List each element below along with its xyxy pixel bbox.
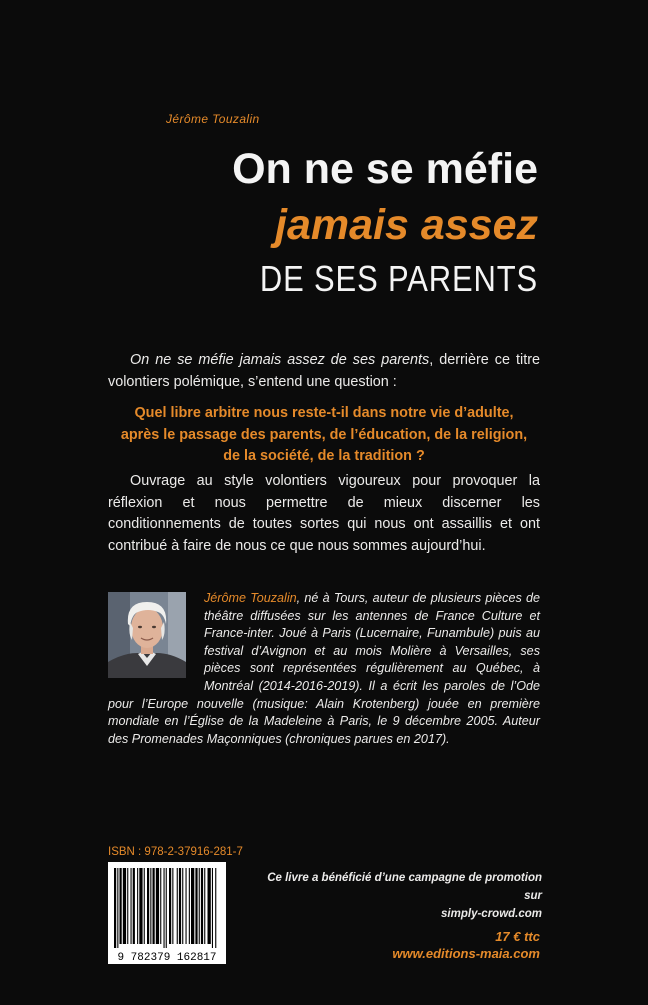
barcode-bar	[186, 868, 187, 944]
question-line-1: Quel libre arbitre nous reste-t-il dans notre vie d’adulte,	[134, 405, 514, 421]
barcode-bar	[127, 868, 128, 944]
barcode-bar	[114, 868, 116, 948]
barcode-bar	[144, 868, 145, 944]
barcode-bar	[204, 868, 205, 944]
barcode-bar	[189, 868, 190, 944]
barcode-bar	[169, 868, 171, 944]
bio-author-name: Jérôme Touzalin	[204, 591, 297, 605]
intro-title-italic: On ne se méfie jamais assez de ses parents	[130, 352, 430, 368]
title-line-2: jamais assez	[275, 201, 538, 249]
isbn-number: ISBN : 978-2-37916-281-7	[108, 846, 243, 858]
barcode-bar	[133, 868, 135, 944]
barcode-bar	[139, 868, 142, 944]
intro-paragraph	[108, 350, 540, 393]
price: 17 € ttc	[495, 929, 540, 944]
barcode-bar	[179, 868, 181, 944]
barcode-bar	[120, 868, 122, 944]
barcode	[108, 862, 226, 964]
intro-text: , derrière ce titre volontiers polémique, s’entend une question :	[108, 352, 540, 390]
barcode-bar	[212, 868, 213, 948]
barcode-bar	[195, 868, 197, 944]
barcode-bar	[215, 868, 216, 948]
bio-text: , né à Tours, auteur de plusieurs pièces de théâtre diffusées sur les antennes de France Culture et France-inter. Joué à Paris (Lucernaire, Funambule) puis au festival d’Avignon et au mois Molière à Versailles, ses pièces sont représentées régulièrement au Québec, à Montréal (2014-2016-2019). Il a écrit les paroles de l’Ode pour l’Europe nouvelle (musique: Alain Krotenberg) jouée en première mondiale en l’Église de la Madeleine à Paris, le 9 décembre 2005. Auteur des Promenades Maçonniques (chroniques parues en 2017).	[108, 591, 541, 746]
promo-line-1: Ce livre a bénéficié d’une campagne de promotion sur	[267, 872, 542, 902]
barcode-bar	[153, 868, 155, 944]
barcode-bar	[123, 868, 126, 944]
barcode-bar	[150, 868, 151, 944]
barcode-bar	[177, 868, 178, 944]
question-line-2: après le passage des parents, de l’éducation, de la religion,	[120, 426, 528, 443]
barcode-bar	[147, 868, 149, 944]
title-line-3: DE SES PARENTS	[259, 258, 538, 299]
barcode-bar	[131, 868, 132, 944]
promo-text	[262, 869, 542, 923]
barcode-bar	[166, 868, 167, 948]
barcode-bar	[117, 868, 118, 948]
barcode-bar	[137, 868, 138, 944]
barcode-digits: 9 782379 162817	[117, 952, 217, 964]
publisher-website[interactable]: www.editions-maia.com	[392, 946, 540, 961]
barcode-bar	[191, 868, 194, 944]
barcode-bar	[182, 868, 183, 944]
barcode-bar	[201, 868, 203, 944]
barcode-bar	[172, 868, 173, 944]
promo-line-2: simply-crowd.com	[441, 908, 542, 920]
question-block	[108, 403, 540, 468]
barcode-bar	[160, 868, 161, 944]
description-paragraph: Ouvrage au style volontiers vigoureux pour provoquer la réflexion et nous permettre de mieux discerner les conditionnements de toutes sortes qui nous ont assaillis et ont contribué à faire de nous ce que nous sommes aujourd’hui.	[108, 473, 540, 554]
barcode-bar	[156, 868, 159, 944]
author-name-top: Jérôme Touzalin	[166, 112, 260, 126]
barcode-bar	[208, 868, 211, 944]
barcode-bar	[199, 868, 200, 944]
barcode-bar	[164, 868, 165, 948]
title-line-1: On ne se méfie	[232, 145, 538, 193]
question-line-3: de la société, de la tradition ?	[223, 448, 425, 464]
author-bio	[108, 590, 540, 748]
